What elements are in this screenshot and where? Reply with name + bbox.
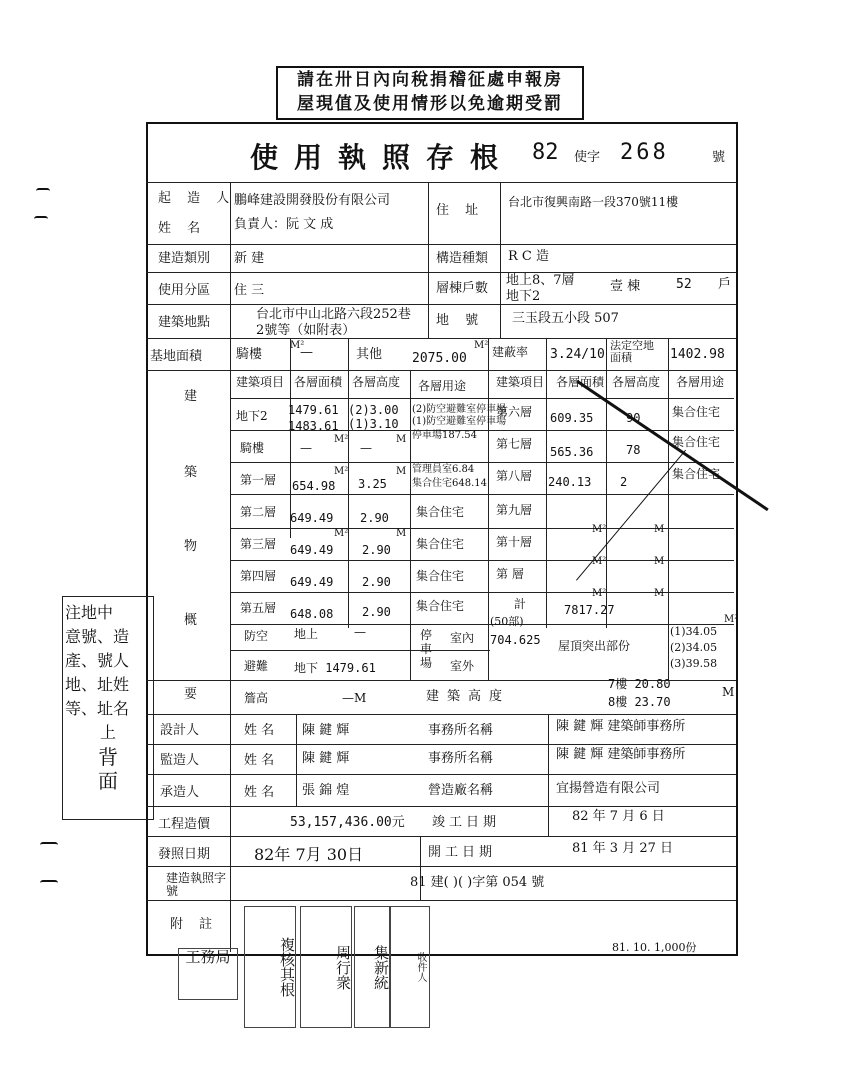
floor-area: 649.49 — [290, 511, 334, 525]
air-raid-value: — — [354, 625, 366, 639]
unit: M² — [592, 556, 607, 567]
building-count: 壹 棟 — [610, 279, 641, 294]
label-permit-no: 建造執照字號 — [166, 871, 227, 899]
side-note-line: 面 — [98, 769, 118, 793]
side-note-line: 注地中 — [65, 603, 114, 622]
office-seal — [178, 948, 238, 1000]
col-area-header: 各層面積 — [294, 375, 343, 389]
col-item-header-r: 建築項目 — [496, 375, 545, 389]
label-designer-name: 姓 名 — [244, 723, 275, 738]
side-note-line: 等、址名 — [65, 699, 130, 718]
label-applicant: 起 造 人 — [158, 191, 236, 206]
label-cost: 工程造價 — [158, 817, 211, 832]
side-note-line: 背 — [98, 745, 118, 769]
receipt-stamp — [390, 906, 430, 1028]
floors-above: 地上8、7層 — [506, 273, 575, 288]
floor-height: 3.25 — [358, 477, 387, 491]
permit-number: 268 — [620, 140, 669, 165]
floor-height: — — [360, 441, 372, 455]
floor-height: 2.90 — [362, 543, 391, 557]
label-contractor: 承造人 — [160, 785, 200, 800]
floor-row: 第九層 — [496, 503, 533, 517]
other-area: 2075.00 — [412, 351, 467, 366]
label-coverage: 建蔽率 — [492, 345, 529, 359]
label-completion: 竣工日期 — [432, 815, 501, 830]
height-unit: M — [722, 685, 735, 699]
label-legal-open: 法定空地面積 — [610, 339, 654, 365]
eaves-height: —M — [342, 691, 367, 705]
floor-height: 2.90 — [362, 575, 391, 589]
floor-area: 1483.61 — [288, 419, 339, 433]
floor-use: 管理員室6.84 — [412, 464, 475, 475]
margin-mark — [34, 216, 48, 222]
contractor-firm: 宜揚營造有限公司 — [556, 781, 661, 796]
bld-label-4: 概 — [184, 613, 198, 628]
label-issue-date: 發照日期 — [158, 847, 211, 862]
side-note-line: 意號、造 — [65, 627, 130, 646]
label-total: 計 — [514, 597, 527, 611]
label-notes: 附 註 — [170, 917, 219, 932]
floor-use: 集合住宅 — [416, 505, 465, 519]
label-designer-office: 事務所名稱 — [428, 723, 494, 738]
side-note — [62, 596, 154, 820]
floor-area: 649.49 — [290, 575, 334, 589]
label-supervisor-name: 姓 名 — [244, 753, 275, 768]
label-applicant-name: 姓 名 — [158, 221, 207, 236]
parking-indoor-area: 704.625 — [490, 633, 541, 647]
floor-height: (1)3.10 — [348, 417, 399, 431]
floor-area: 240.13 — [548, 475, 592, 489]
floor-use: 集合住宅 — [416, 599, 465, 613]
label-air-raid: 防空 — [244, 629, 269, 643]
unit: M — [654, 588, 665, 599]
floor-use: 集合住宅 — [672, 435, 721, 449]
roof-projection-1: (1)34.05 — [670, 625, 718, 638]
floor-area: 649.49 — [290, 543, 334, 557]
floor-use: 集合住宅 — [672, 405, 721, 419]
col-item-header: 建築項目 — [236, 375, 285, 389]
bld-label-5: 要 — [184, 687, 198, 702]
notice-line-1: 請在卅日內向稅捐稽征處申報房 — [297, 70, 563, 90]
supervisor-name: 陳 鍵 輝 — [302, 751, 350, 766]
unit: M² — [290, 340, 305, 351]
structure-type: R C 造 — [508, 249, 549, 264]
floor-row: 第四層 — [240, 569, 277, 583]
household-unit: 戶 — [718, 277, 732, 292]
build-type: 新 建 — [234, 251, 265, 266]
unit: M² — [592, 524, 607, 535]
shelter-below: 地下 1479.61 — [294, 661, 376, 675]
floor-use: 集合住宅 — [416, 569, 465, 583]
floor-row: 第八層 — [496, 469, 533, 483]
designer-name: 陳 鍵 輝 — [302, 723, 350, 738]
permit-year: 82 — [532, 140, 559, 165]
label-start-date: 開工日期 — [428, 845, 497, 860]
label-base-area: 基地面積 — [150, 349, 203, 364]
col-height-header: 各層高度 — [352, 375, 401, 389]
unit: M² — [334, 434, 349, 445]
porch-area: — — [300, 345, 313, 360]
label-building-height: 建築高度 — [426, 689, 511, 704]
floor-use: 集合住宅 — [416, 537, 465, 551]
label-outdoor: 室外 — [450, 659, 475, 673]
side-note-line: 產、號人 — [65, 651, 130, 670]
floor-row: 第 層 — [496, 567, 524, 581]
label-site: 建築地點 — [158, 315, 211, 330]
site-line-2: 2號等（如附表） — [256, 323, 356, 338]
floor-use: (1)防空避難室停車場 — [412, 416, 507, 427]
air-raid-above: 地上 — [294, 627, 319, 641]
margin-mark — [40, 842, 58, 848]
floor-use: 停車場187.54 — [412, 430, 477, 441]
reviewer-stamp — [300, 906, 352, 1028]
label-designer: 設計人 — [160, 723, 200, 738]
margin-mark — [36, 188, 50, 194]
permit-suffix: 號 — [712, 150, 726, 165]
label-shelter: 避難 — [244, 659, 269, 673]
unit: M — [654, 524, 665, 535]
floor-row: 騎樓 — [240, 441, 265, 455]
height-floor-8: 8樓 23.70 — [608, 695, 671, 709]
zoning: 住 三 — [234, 283, 265, 298]
applicant-address: 台北市復興南路一段370號11樓 — [508, 195, 679, 209]
stamp-text: 集新統 — [372, 944, 390, 990]
label-eaves: 簷高 — [244, 691, 269, 705]
label-parking: 停車場 — [420, 628, 433, 670]
unit: M — [396, 528, 407, 539]
floor-row: 第二層 — [240, 505, 277, 519]
height-floor-7: 7樓 20.80 — [608, 677, 671, 691]
approval-stamp — [244, 906, 296, 1028]
floors-below: 地下2 — [506, 289, 541, 304]
applicant-company: 鵬峰建設開發股份有限公司 — [234, 193, 391, 208]
label-structure: 構造種類 — [436, 251, 489, 266]
contractor-name: 張 錦 煌 — [302, 783, 350, 798]
unit: M² — [724, 614, 739, 625]
roof-projection-3: (3)39.58 — [670, 657, 718, 670]
label-floors: 層棟戶數 — [436, 281, 489, 296]
notice-line-2: 屋現值及使用情形以免逾期受罰 — [297, 94, 563, 114]
label-zoning: 使用分區 — [158, 283, 211, 298]
label-build-type: 建造類別 — [158, 251, 211, 266]
floor-row: 第十層 — [496, 535, 533, 549]
floor-area: 609.35 — [550, 411, 594, 425]
label-supervisor-office: 事務所名稱 — [428, 751, 494, 766]
bld-label-3: 物 — [184, 539, 198, 554]
col-height-header-r: 各層高度 — [612, 375, 661, 389]
label-roof-projection: 屋頂突出部份 — [558, 639, 631, 653]
col-use-header-r: 各層用途 — [676, 375, 725, 389]
completion-date: 82 年 7 月 6 日 — [572, 809, 665, 824]
floor-row: 第一層 — [240, 473, 277, 487]
floor-use: (2)防空避難室停車場 — [412, 404, 507, 415]
start-date: 81 年 3 月 27 日 — [572, 841, 674, 856]
floor-row: 第六層 — [496, 405, 533, 419]
floor-height: 2 — [620, 475, 628, 489]
floor-area: 648.08 — [290, 607, 334, 621]
floor-row: 第五層 — [240, 601, 277, 615]
filing-notice — [276, 66, 584, 120]
stamp-text: 周行衆 — [334, 944, 352, 990]
floor-area: 654.98 — [292, 479, 336, 493]
unit: M² — [592, 588, 607, 599]
side-note-line: 地、址姓 — [65, 675, 130, 694]
supervisor-office: 陳 鍵 輝 建築師事務所 — [556, 747, 686, 762]
unit: M² — [334, 528, 349, 539]
floor-area: 565.36 — [550, 445, 594, 459]
unit: M² — [334, 466, 349, 477]
total-area: 7817.27 — [564, 603, 615, 617]
floor-row: 地下2 — [236, 409, 268, 423]
print-note: 81. 10. 1,000份 — [612, 941, 697, 954]
permit-prefix: 使字 — [574, 150, 601, 165]
label-indoor: 室內 — [450, 631, 475, 645]
floor-use: 集合住宅 — [672, 467, 721, 481]
label-contractor-name: 姓 名 — [244, 785, 275, 800]
roof-projection-2: (2)34.05 — [670, 641, 718, 654]
issue-date: 82年 7月 30日 — [254, 845, 364, 864]
stamp-text: 複核其根 — [278, 937, 296, 997]
floor-height: 90 — [626, 411, 641, 425]
col-area-header-r: 各層面積 — [556, 375, 605, 389]
unit: M — [654, 556, 665, 567]
lot-number: 三玉段五小段 507 — [512, 311, 619, 326]
applicant-representative: 負責人：阮 文 成 — [234, 217, 334, 232]
seal-text: 工務局 — [185, 948, 231, 966]
label-supervisor: 監造人 — [160, 753, 200, 768]
label-porch: 騎樓 — [236, 347, 263, 362]
floor-row: 第七層 — [496, 437, 533, 451]
parking-units: (50部) — [490, 615, 524, 628]
unit: M — [396, 434, 407, 445]
floor-area: 1479.61 — [288, 403, 339, 417]
household-count: 52 — [676, 277, 692, 292]
floor-height: 2.90 — [362, 605, 391, 619]
label-address: 住 址 — [436, 203, 485, 218]
margin-mark — [40, 880, 58, 886]
unit: M — [396, 466, 407, 477]
floor-use: 集合住宅648.14 — [412, 478, 487, 489]
coverage-ratio: 3.24/10 — [550, 347, 605, 362]
stamp-text: 收件人 — [415, 952, 426, 982]
col-use-header: 各層用途 — [418, 379, 467, 393]
construction-cost: 53,157,436.00元 — [290, 815, 405, 830]
site-line-1: 台北市中山北路六段252巷 — [256, 307, 411, 322]
floor-height: 78 — [626, 443, 641, 457]
floor-height: 2.90 — [360, 511, 389, 525]
legal-open-area: 1402.98 — [670, 347, 725, 362]
unit: M² — [474, 340, 489, 351]
bld-label-1: 建 — [184, 389, 198, 404]
floor-row: 第三層 — [240, 537, 277, 551]
clerk-stamp — [354, 906, 390, 1028]
form-title: 使用執照存根 — [250, 141, 515, 174]
designer-office: 陳 鍵 輝 建築師事務所 — [556, 719, 686, 734]
floor-area: — — [300, 441, 312, 455]
label-lot: 地 號 — [436, 313, 485, 328]
construction-permit-no: 81 建( )( )字第 054 號 — [410, 875, 545, 890]
side-note-line: 上 — [99, 723, 116, 742]
bld-label-2: 築 — [184, 465, 198, 480]
label-contractor-firm: 營造廠名稱 — [428, 783, 494, 798]
label-other: 其他 — [356, 347, 383, 362]
floor-height: (2)3.00 — [348, 403, 399, 417]
